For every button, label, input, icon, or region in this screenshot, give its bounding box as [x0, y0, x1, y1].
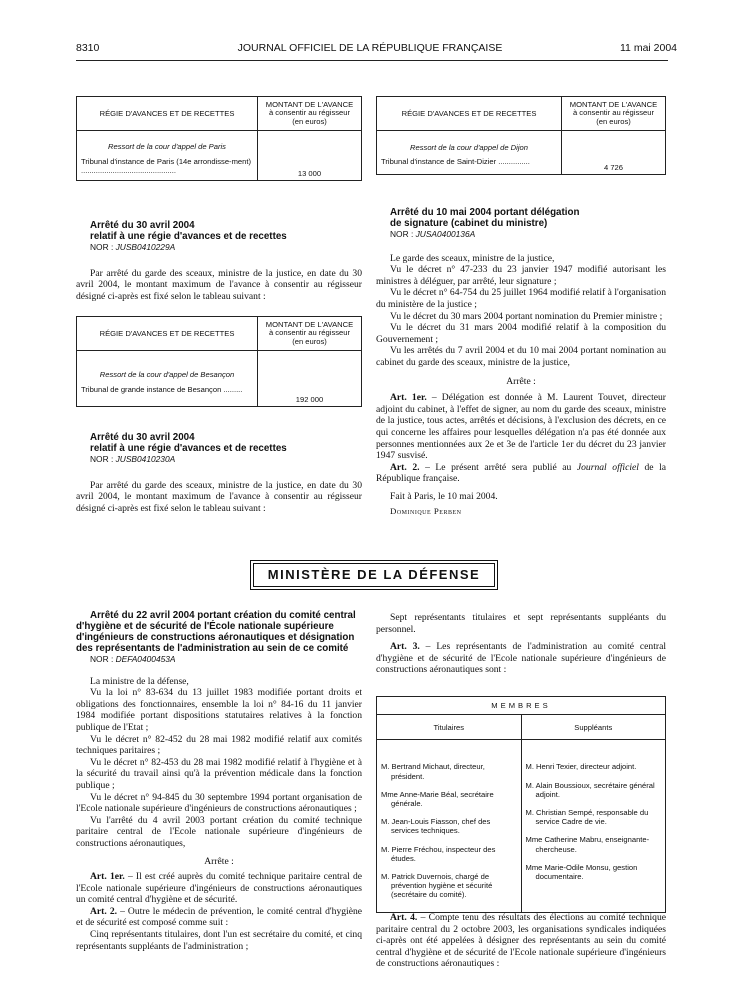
nor-reference: NOR : JUSB0410230A — [90, 454, 176, 464]
table-row — [77, 131, 258, 181]
list-item: M. Patrick Duvernois, chargé de prévention hygiène et sécurité (secrétaire du comité). — [381, 872, 493, 900]
article-1: Art. 1er. – Il est créé auprès du comité technique paritaire central de l'Ecole nationale supérieure d'ingénieurs de constructions aéronautiques un comité central d'hygiène et de sécurité. — [76, 871, 362, 906]
visa-paragraph: Vu le décret n° 64-754 du 25 juillet 1964 modifié relatif à l'organisation du ministère de la justice ; — [376, 287, 666, 310]
arrete-subtitle: relatif à une régie d'avances et de recettes — [90, 231, 287, 242]
visa-list — [76, 676, 362, 850]
court-section: Ressort de la cour d'appel de Besançon — [99, 369, 235, 379]
visa-paragraph: Le garde des sceaux, ministre de la justice, — [390, 252, 555, 264]
arrete-title: Arrêté du 22 avril 2004 portant création du comité central d'hygiène et de sécurité de l'École nationale supérieure d'ingénieurs de constructions aéronautiques et désignation des représentants de l'administration au sein de ce comité — [76, 610, 356, 654]
visa-paragraph: Vu le décret n° 82-453 du 28 mai 1982 modifié relatif à l'hygiène et à la sécurité du travail ainsi qu'à la prévention médicale dans la fonction publique ; — [76, 756, 362, 791]
visa-paragraph: Vu le décret n° 82-452 du 28 mai 1982 modifié relatif aux comités techniques paritaires ; — [76, 733, 362, 757]
column-suppleants: Suppléants — [521, 715, 666, 740]
nor-reference: NOR : JUSB0410229A — [90, 242, 176, 252]
article-4: Art. 4. – Compte tenu des résultats des élections au comité technique paritaire central du 2 octobre 2003, les organisations syndicales indiquées ci-après ont été appelées à désigner des représentants au sein du comité central d'hygiène et de sécurité de l'Ecole nationale supérieure d'ingénieurs de constructions aéronautiques : — [376, 912, 667, 970]
court-section: Ressort de la cour d'appel de Dijon — [410, 143, 528, 152]
table-header-regie: RÉGIE D'AVANCES ET DE RECETTES — [77, 97, 258, 131]
fait-a: Fait à Paris, le 10 mai 2004. — [390, 490, 498, 502]
table-row — [377, 131, 562, 175]
arrete-block-1 — [76, 220, 362, 302]
table-header-montant: MONTANT DE L'AVANCE à consentir au régisseur (en euros) — [258, 317, 362, 351]
arrete-block-4 — [76, 610, 362, 952]
row-value: 13 000 — [258, 131, 362, 181]
arrete-block-3 — [376, 207, 666, 518]
row-value: 192 000 — [258, 351, 362, 407]
arrete-paragraph: Par arrêté du garde des sceaux, ministre de la justice, en date du 30 avril 2004, le montant maximum de l'avance à consentir au régisseur désigné ci-après est fixé selon le tableau suivant : — [76, 267, 362, 302]
arrete-block-4-right — [376, 612, 666, 676]
signature: Dominique Perben — [390, 506, 462, 517]
arrete-title: Arrêté du 10 mai 2004 portant délégation — [390, 207, 580, 218]
row-label: Tribunal d'instance de Saint-Dizier ............... — [381, 157, 530, 166]
arrete-paragraph: Par arrêté du garde des sceaux, ministre de la justice, en date du 30 avril 2004, le montant maximum de l'avance à consentir au régisseur désigné ci-après est fixé selon le tableau suivant : — [76, 479, 362, 514]
visa-paragraph: La ministre de la défense, — [90, 675, 189, 687]
table-header-montant: MONTANT DE L'AVANCE à consentir au régisseur (en euros) — [562, 97, 666, 131]
article-2-continued: Cinq représentants titulaires, dont l'un est secrétaire du comité, et cinq représentants suppléants de l'administration ; — [76, 929, 362, 952]
visa-paragraph: Vu le décret du 30 mars 2004 portant nomination du Premier ministre ; — [390, 310, 663, 322]
arrete-title: Arrêté du 30 avril 2004 — [90, 432, 195, 443]
journal-title: JOURNAL OFFICIEL DE LA RÉPUBLIQUE FRANÇAISE — [237, 42, 503, 54]
page-number: 8310 — [76, 42, 100, 54]
header-rule — [76, 60, 668, 61]
court-section: Ressort de la cour d'appel de Paris — [108, 142, 226, 151]
article-2-end: Sept représentants titulaires et sept représentants suppléants du personnel. — [376, 612, 666, 635]
list-item: M. Alain Boussioux, secrétaire général adjoint. — [525, 780, 655, 799]
row-label: Tribunal d'instance de Paris (14e arrondisse-ment) ............................................. — [81, 157, 251, 175]
visa-paragraph: Vu le décret n° 94-845 du 30 septembre 1994 portant organisation de l'Ecole nationale supérieure d'ingénieurs de constructions aéronautiques ; — [76, 791, 362, 815]
ministry-banner: MINISTÈRE DE LA DÉFENSE — [253, 563, 495, 587]
arrete-block-2 — [76, 432, 362, 514]
list-item: Mme Marie-Odile Monsu, gestion documentaire. — [525, 862, 638, 882]
table-header-regie: RÉGIE D'AVANCES ET DE RECETTES — [77, 317, 258, 351]
article-1: Art. 1er. – Délégation est donnée à M. Laurent Touvet, directeur adjoint du cabinet, à l'effet de signer, au nom du garde des sceaux, ministre de la justice, tous actes, arrêtés et décisions, à l'exclusion des décrets, en ce qui concerne les affaires pour lesquelles délégation n'a pas été donnée aux personnes mentionnées aux 2e et 3e de l'article 1er du décret du 23 janvier 1947 susvisé. — [376, 392, 667, 462]
arrete-word: Arrête : — [204, 855, 234, 867]
list-item: M. Pierre Fréchou, inspecteur des études. — [381, 844, 496, 863]
regie-table-paris — [76, 96, 362, 181]
regie-table-dijon — [376, 96, 666, 175]
list-item: M. Bertrand Michaut, directeur, président. — [381, 762, 485, 781]
nor-reference: NOR : JUSA0400136A — [390, 229, 476, 239]
table-row — [77, 351, 258, 407]
row-value: 4 726 — [562, 131, 666, 175]
article-3: Art. 3. – Les représentants de l'administration au comité central d'hygiène et de sécurité de l'Ecole nationale supérieure d'ingénieurs de constructions aéronautiques sont : — [376, 641, 667, 676]
column-titulaires: Titulaires — [377, 715, 522, 740]
visa-paragraph: Vu l'arrêté du 4 avril 2003 portant création du comité technique paritaire central de l'Ecole nationale supérieure d'ingénieurs de constructions aéronautiques, — [76, 814, 362, 849]
article-2: Art. 2. – Le présent arrêté sera publié au Journal officiel de la République française. — [376, 461, 667, 485]
arrete-title: Arrêté du 30 avril 2004 — [90, 220, 195, 231]
arrete-word: Arrête : — [506, 375, 536, 387]
list-item: M. Jean-Louis Fiasson, chef des services techniques. — [381, 817, 491, 836]
list-item: Mme Catherine Mabru, enseignante-chercheuse. — [525, 835, 650, 854]
members-header: MEMBRES — [377, 697, 666, 715]
visa-list — [376, 253, 666, 369]
article-4-block — [376, 912, 666, 970]
arrete-subtitle: de signature (cabinet du ministre) — [390, 218, 548, 229]
list-item: M. Christian Sempé, responsable du service Cadre de vie. — [525, 808, 649, 827]
titulaires-list — [377, 740, 522, 912]
visa-paragraph: Vu le décret du 31 mars 2004 modifié relatif à la composition du Gouvernement ; — [376, 322, 666, 345]
suppleants-list — [521, 740, 666, 912]
table-header-regie: RÉGIE D'AVANCES ET DE RECETTES — [377, 97, 562, 131]
visa-paragraph: Vu les arrêtés du 7 avril 2004 et du 10 mai 2004 portant nomination au cabinet du garde des sceaux, ministre de la justice, — [376, 345, 666, 368]
regie-table-besancon — [76, 316, 362, 407]
row-label: Tribunal de grande instance de Besançon ......... — [81, 384, 243, 394]
arrete-subtitle: relatif à une régie d'avances et de recettes — [90, 443, 287, 454]
issue-date: 11 mai 2004 — [620, 42, 678, 54]
visa-paragraph: Vu le décret n° 47-233 du 23 janvier 1947 modifié autorisant les ministres à déléguer, par arrêté, leur signature ; — [376, 264, 666, 287]
table-header-montant: MONTANT DE L'AVANCE à consentir au régisseur (en euros) — [258, 97, 362, 131]
visa-paragraph: Vu la loi n° 83-634 du 13 juillet 1983 modifiée portant droits et obligations des fonctionnaires, ensemble la loi n° 84-16 du 11 janvier 1984 modifiée portant dispositions statutaires relatives à la fonction publique de l'Etat ; — [76, 687, 362, 733]
nor-reference: NOR : DEFA0400453A — [90, 654, 176, 664]
article-2: Art. 2. – Outre le médecin de prévention, le comité central d'hygiène et de sécurité est composé comme suit : — [76, 905, 363, 929]
list-item: Mme Anne-Marie Béal, secrétaire générale. — [381, 789, 494, 809]
list-item: M. Henri Texier, directeur adjoint. — [525, 762, 637, 772]
members-table — [376, 696, 666, 913]
